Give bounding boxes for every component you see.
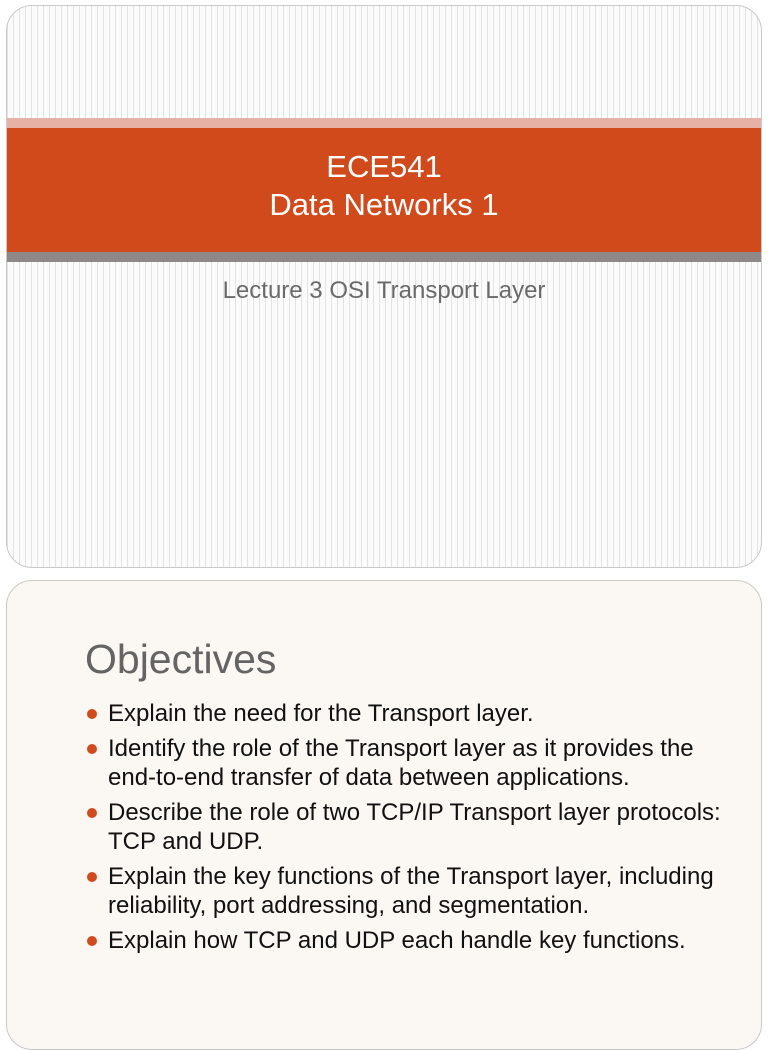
title-bottom-accent-band (7, 252, 761, 262)
objective-item (85, 734, 735, 792)
objective-item (85, 699, 735, 728)
objectives-slide (6, 580, 762, 1050)
slide-subtitle: Lecture 3 OSI Transport Layer (222, 277, 546, 304)
bullet-dot-icon (87, 936, 97, 946)
objectives-list (85, 699, 735, 961)
objective-item (85, 862, 735, 920)
slide-title-course-code: ECE541 (326, 149, 442, 184)
objective-text: Describe the role of two TCP/IP Transport layer protocols: TCP and UDP. (108, 799, 721, 855)
objective-item (85, 798, 735, 856)
slide-title-course-name: Data Networks 1 (269, 187, 499, 222)
slide-title (7, 148, 761, 224)
bullet-dot-icon (87, 872, 97, 882)
objective-text: Explain how TCP and UDP each handle key functions. (108, 927, 686, 954)
objective-text: Explain the need for the Transport layer. (108, 700, 534, 727)
objective-text: Explain the key functions of the Transport layer, including reliability, port addressing, and segmentation. (108, 863, 714, 919)
objective-item (85, 926, 735, 955)
bullet-dot-icon (87, 808, 97, 818)
title-slide (6, 5, 762, 568)
objectives-heading: Objectives (85, 636, 277, 682)
objective-text: Identify the role of the Transport layer as it provides the end-to-end transfer of data between applications. (108, 735, 694, 791)
title-top-accent-band (7, 118, 761, 128)
bullet-dot-icon (87, 709, 97, 719)
bullet-dot-icon (87, 744, 97, 754)
